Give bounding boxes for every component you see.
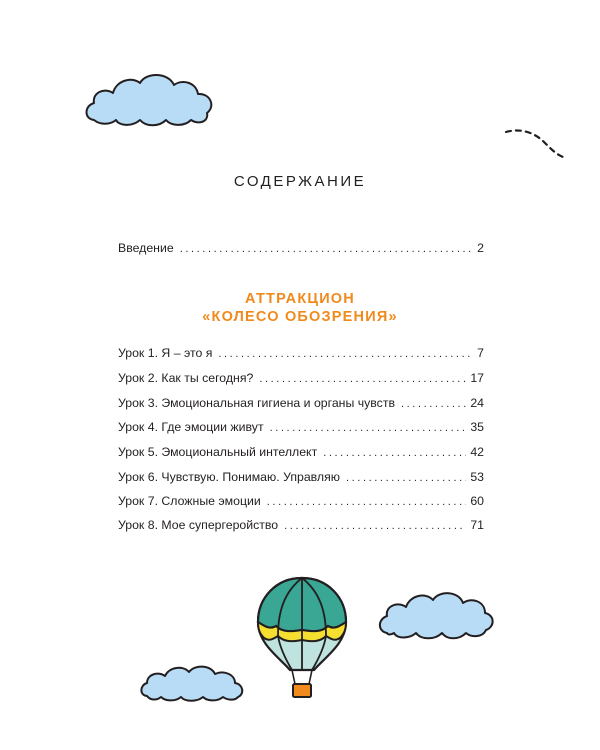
toc-item-page: 42: [470, 445, 484, 459]
cloud-icon: [375, 585, 497, 643]
toc-item-label: Урок 5. Эмоциональный интеллект: [118, 445, 318, 459]
toc-item-row[interactable]: [118, 346, 484, 364]
section-heading-line2: «КОЛЕСО ОБОЗРЕНИЯ»: [202, 309, 398, 325]
toc-intro-page: 2: [477, 241, 484, 255]
toc-leader-dots: [270, 422, 467, 434]
toc-item-row[interactable]: [118, 494, 484, 512]
toc-item-row[interactable]: [118, 470, 484, 488]
toc-leader-dots: [180, 243, 473, 255]
toc-item-page: 35: [470, 420, 484, 434]
toc-item-row[interactable]: [118, 420, 484, 438]
toc-item-page: 24: [470, 396, 484, 410]
toc-item-label: Урок 1. Я – это я: [118, 346, 213, 360]
toc-item-label: Урок 4. Где эмоции живут: [118, 420, 264, 434]
page-title: СОДЕРЖАНИЕ: [233, 173, 367, 190]
section-heading-line1: АТТРАКЦИОН: [245, 291, 355, 307]
toc-item-row[interactable]: [118, 518, 484, 536]
toc-leader-dots: [218, 348, 473, 360]
toc-item-label: Урок 6. Чувствую. Понимаю. Управляю: [118, 470, 340, 484]
toc-item-page: 17: [470, 371, 484, 385]
toc-leader-dots: [267, 496, 467, 508]
toc-item-page: 71: [470, 518, 484, 532]
toc-item-label: Урок 8. Мое супергеройство: [118, 518, 279, 532]
toc-item-row[interactable]: [118, 371, 484, 389]
toc-intro-row[interactable]: [118, 241, 484, 259]
toc-item-label: Урок 2. Как ты сегодня?: [118, 371, 254, 385]
hot-air-balloon-icon: [252, 572, 352, 707]
toc-item-label: Урок 3. Эмоциональная гигиена и органы чувств: [118, 396, 395, 410]
toc-leader-dots: [284, 520, 466, 532]
toc-intro-label: Введение: [118, 241, 174, 255]
cloud-icon: [137, 660, 247, 704]
cloud-icon: [82, 70, 218, 130]
toc-item-label: Урок 7. Сложные эмоции: [118, 494, 261, 508]
dashed-flight-path-icon: [500, 120, 570, 165]
toc-item-page: 7: [477, 346, 484, 360]
toc-leader-dots: [401, 398, 466, 410]
toc-leader-dots: [346, 472, 466, 484]
toc-item-row[interactable]: [118, 396, 484, 414]
toc-item-page: 53: [470, 470, 484, 484]
toc-item-page: 60: [470, 494, 484, 508]
toc-leader-dots: [259, 373, 466, 385]
toc-item-row[interactable]: [118, 445, 484, 463]
toc-leader-dots: [323, 447, 466, 459]
